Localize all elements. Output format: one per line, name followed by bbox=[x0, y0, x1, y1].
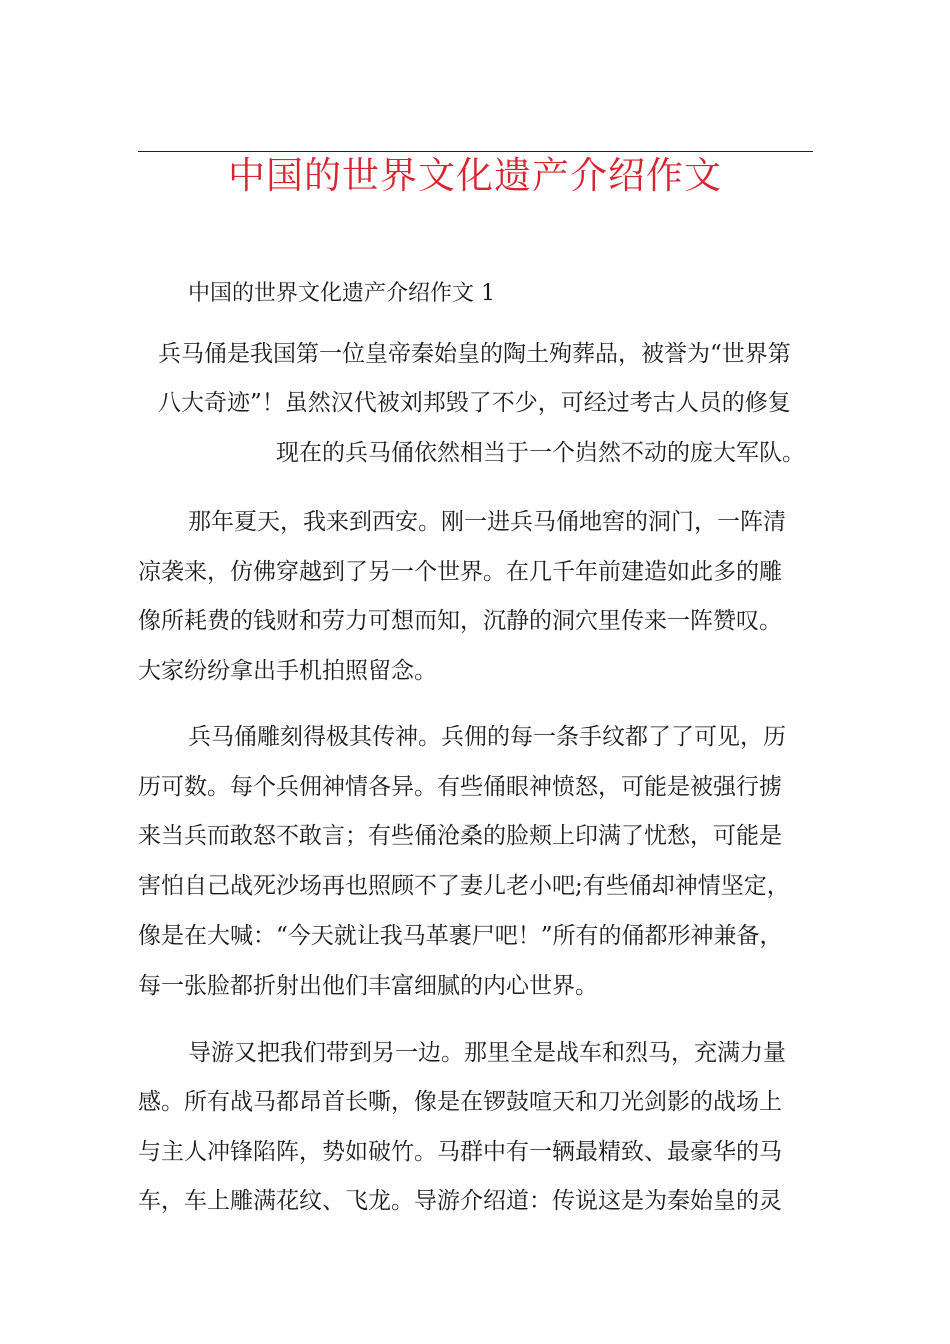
paragraph-line: 大家纷纷拿出手机拍照留念。 bbox=[138, 658, 437, 684]
paragraph-line: 像是在大喊：“今天就让我马革裹尸吧！”所有的俑都形神兼备， bbox=[138, 923, 783, 949]
paragraph-line: 车，车上雕满花纹、飞龙。导游介绍道：传说这是为秦始皇的灵 bbox=[138, 1188, 782, 1214]
paragraph-line: 凉袭来，仿佛穿越到了另一个世界。在几千年前建造如此多的雕 bbox=[138, 559, 782, 585]
paragraph-line: 每一张脸都折射出他们丰富细腻的内心世界。 bbox=[138, 973, 598, 999]
intro-line: 现在的兵马俑依然相当于一个岿然不动的庞大军队。 bbox=[276, 440, 805, 466]
intro-line: 八大奇迹”！虽然汉代被刘邦毁了不少，可经过考古人员的修复 bbox=[158, 390, 791, 416]
intro-line: 兵马俑是我国第一位皇帝秦始皇的陶土殉葬品，被誉为“世界第 bbox=[158, 341, 791, 367]
section-subtitle: 中国的世界文化遗产介绍作文 1 bbox=[188, 281, 495, 306]
document-title: 中国的世界文化遗产介绍作文 bbox=[228, 154, 722, 197]
paragraph-line: 历可数。每个兵佣神情各异。有些俑眼神愤怒，可能是被强行掳 bbox=[138, 774, 782, 800]
paragraph-line: 来当兵而敢怒不敢言；有些俑沧桑的脸颊上印满了忧愁，可能是 bbox=[138, 823, 782, 849]
paragraph-line: 像所耗费的钱财和劳力可想而知，沉静的洞穴里传来一阵赞叹。 bbox=[138, 608, 782, 634]
paragraph-line: 与主人冲锋陷阵，势如破竹。马群中有一辆最精致、最豪华的马 bbox=[138, 1139, 782, 1165]
paragraph-line: 感。所有战马都昂首长嘶，像是在锣鼓喧天和刀光剑影的战场上 bbox=[138, 1089, 782, 1115]
paragraph-line: 导游又把我们带到另一边。那里全是战车和烈马，充满力量 bbox=[188, 1040, 786, 1066]
paragraph-line: 害怕自己战死沙场再也照顾不了妻儿老小吧;有些俑却神情坚定， bbox=[138, 873, 790, 899]
paragraph-line: 兵马俑雕刻得极其传神。兵佣的每一条手纹都了了可见，历 bbox=[188, 724, 786, 750]
paragraph-line: 那年夏天，我来到西安。刚一进兵马俑地窖的洞门，一阵清 bbox=[188, 509, 786, 535]
